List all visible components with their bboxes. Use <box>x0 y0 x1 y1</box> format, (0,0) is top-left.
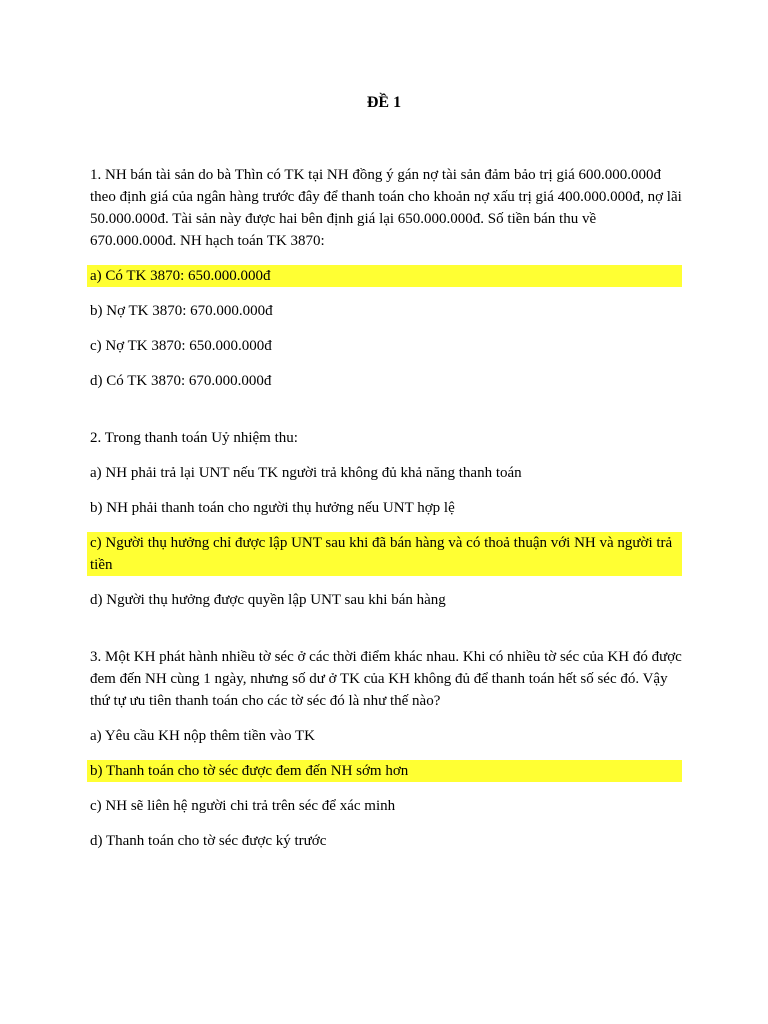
question-3 <box>90 646 682 852</box>
question-text: 2. Trong thanh toán Uỷ nhiệm thu: <box>90 430 298 446</box>
answer-option-c: c) Người thụ hưởng chỉ được lập UNT sau khi đã bán hàng và có thoả thuận với NH và người trả tiền <box>87 532 682 576</box>
document-title: ĐỀ 1 <box>366 94 402 111</box>
answer-option-a: a) Có TK 3870: 650.000.000đ <box>87 265 682 287</box>
answer-option-a: a) Yêu cầu KH nộp thêm tiền vào TK <box>90 728 315 744</box>
answer-option-c: c) Nợ TK 3870: 650.000.000đ <box>90 338 272 354</box>
question-1 <box>90 164 682 392</box>
question-spacer <box>90 405 682 427</box>
question-2 <box>90 427 682 611</box>
question-spacer <box>90 624 682 646</box>
answer-option-d: d) Người thụ hưởng được quyền lập UNT sau khi bán hàng <box>90 592 446 608</box>
question-text: 1. NH bán tài sản do bà Thìn có TK tại NH đồng ý gán nợ tài sản đảm bảo trị giá 600.000.000đ theo định giá của ngân hàng trước đây để thanh toán cho khoản nợ xấu trị giá 400.000.000đ, nợ lãi 50.000.000đ. Tài sản này được hai bên định giá lại 650.000.000đ. Số tiền bán thu về 670.000.000đ. NH hạch toán TK 3870: <box>90 167 682 249</box>
answer-option-a: a) NH phải trả lại UNT nếu TK người trả không đủ khả năng thanh toán <box>90 465 522 481</box>
answer-option-b: b) Nợ TK 3870: 670.000.000đ <box>90 303 273 319</box>
answer-option-b: b) Thanh toán cho tờ séc được đem đến NH sớm hơn <box>87 760 682 782</box>
question-text: 3. Một KH phát hành nhiều tờ séc ở các thời điểm khác nhau. Khi có nhiều tờ séc của KH đó được đem đến NH cùng 1 ngày, nhưng số dư ở TK của KH không đủ để thanh toán hết số séc đó. Vậy thứ tự ưu tiên thanh toán cho các tờ séc đó là như thế nào? <box>90 649 682 709</box>
document-content <box>90 164 682 865</box>
answer-option-c: c) NH sẽ liên hệ người chi trả trên séc để xác minh <box>90 798 396 814</box>
answer-option-d: d) Thanh toán cho tờ séc được ký trước <box>90 833 327 849</box>
answer-option-d: d) Có TK 3870: 670.000.000đ <box>90 373 272 389</box>
answer-option-b: b) NH phải thanh toán cho người thụ hưởng nếu UNT hợp lệ <box>90 500 455 516</box>
